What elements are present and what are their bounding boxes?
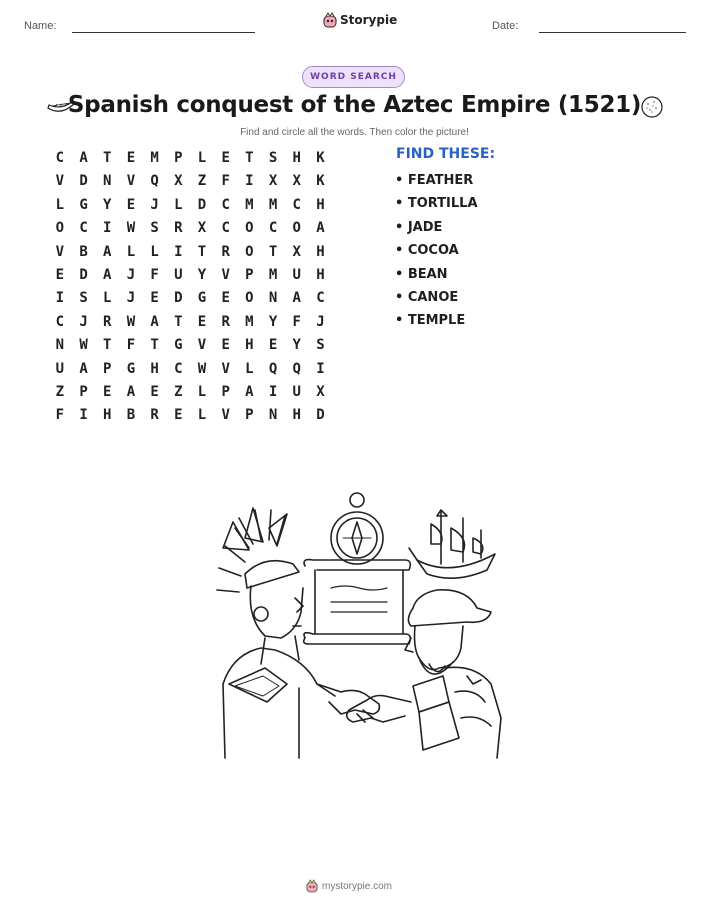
grid-letter[interactable]: Z xyxy=(55,383,65,400)
grid-letter[interactable]: L xyxy=(103,290,112,307)
grid-letter[interactable]: A xyxy=(150,313,159,330)
grid-letter[interactable]: V xyxy=(221,266,230,283)
grid-letter[interactable]: H xyxy=(316,266,325,283)
grid-letter[interactable]: X xyxy=(268,173,278,190)
grid-letter[interactable]: E xyxy=(174,407,183,424)
grid-letter[interactable]: I xyxy=(245,173,254,190)
grid-letter[interactable]: V xyxy=(55,173,65,190)
grid-letter[interactable]: I xyxy=(103,220,112,237)
grid-letter[interactable]: Q xyxy=(150,173,159,190)
aztec-figure xyxy=(217,508,335,758)
grid-letter[interactable]: E xyxy=(150,383,159,400)
grid-letter[interactable]: A xyxy=(126,383,136,400)
grid-letter[interactable]: N xyxy=(55,337,65,354)
grid-row xyxy=(48,218,332,241)
grid-letter[interactable]: P xyxy=(245,266,254,283)
grid-letter[interactable]: E xyxy=(126,196,136,213)
word-list-item: • FEATHER xyxy=(395,173,474,188)
grid-letter[interactable]: E xyxy=(103,383,112,400)
grid-letter[interactable]: D xyxy=(197,196,207,213)
grid-row xyxy=(48,288,332,311)
grid-letter[interactable]: D xyxy=(174,290,183,307)
grid-letter[interactable]: O xyxy=(245,220,254,237)
grid-letter[interactable]: Y xyxy=(103,196,112,213)
grid-letter[interactable]: G xyxy=(197,290,207,307)
grid-letter[interactable]: Y xyxy=(197,266,207,283)
grid-letter[interactable]: U xyxy=(174,266,183,283)
word-search-badge: WORD SEARCH xyxy=(302,66,405,88)
grid-letter[interactable]: U xyxy=(292,266,301,283)
grid-letter[interactable]: L xyxy=(197,407,207,424)
grid-letter[interactable]: I xyxy=(268,383,278,400)
grid-letter[interactable]: Y xyxy=(292,337,301,354)
word-list xyxy=(395,172,478,336)
grid-letter[interactable]: W xyxy=(197,360,207,377)
grid-letter[interactable]: R xyxy=(150,407,159,424)
grid-letter[interactable]: U xyxy=(292,383,301,400)
date-line[interactable] xyxy=(539,32,686,33)
grid-letter[interactable]: V xyxy=(126,173,136,190)
grid-letter[interactable]: L xyxy=(126,243,136,260)
brand-name: Storypie xyxy=(340,13,398,27)
grid-letter[interactable]: F xyxy=(292,313,301,330)
grid-letter[interactable]: C xyxy=(221,220,230,237)
grid-letter[interactable]: H xyxy=(245,337,254,354)
word-list-item: • COCOA xyxy=(395,243,459,259)
grid-letter[interactable]: C xyxy=(174,360,183,377)
grid-letter[interactable]: C xyxy=(268,220,278,237)
grid-letter[interactable]: T xyxy=(103,337,112,354)
tortilla-icon xyxy=(640,95,664,119)
grid-letter[interactable]: I xyxy=(79,407,88,424)
grid-letter[interactable]: T xyxy=(245,150,254,166)
grid-letter[interactable]: E xyxy=(150,290,159,307)
grid-letter[interactable]: Z xyxy=(174,383,183,400)
grid-letter[interactable]: I xyxy=(174,243,183,260)
grid-letter[interactable]: D xyxy=(316,407,325,424)
handshake-icon xyxy=(317,684,411,722)
grid-letter[interactable]: L xyxy=(245,360,254,377)
grid-letter[interactable]: X xyxy=(174,173,183,190)
footer-url[interactable]: mystorypie.com xyxy=(322,880,393,892)
grid-letter[interactable]: R xyxy=(174,220,183,237)
word-list-item: • TORTILLA xyxy=(395,196,478,212)
grid-letter[interactable]: B xyxy=(79,243,88,260)
grid-letter[interactable]: J xyxy=(316,313,325,330)
brand-logo xyxy=(323,12,397,28)
grid-row xyxy=(48,312,332,335)
grid-letter[interactable]: O xyxy=(292,220,301,237)
grid-letter[interactable]: F xyxy=(126,337,136,354)
name-label: Name: xyxy=(24,20,57,32)
word-list-item: • JADE xyxy=(395,219,443,235)
grid-letter[interactable]: A xyxy=(316,220,325,237)
word-list-item: • BEAN xyxy=(395,266,448,282)
grid-letter[interactable]: P xyxy=(174,150,183,166)
grid-letter[interactable]: R xyxy=(103,313,112,330)
grid-letter[interactable]: M xyxy=(268,196,278,213)
grid-letter[interactable]: K xyxy=(316,150,325,166)
grid-row xyxy=(48,335,332,358)
grid-letter[interactable]: O xyxy=(245,290,254,307)
grid-letter[interactable]: H xyxy=(150,360,159,377)
grid-letter[interactable]: M xyxy=(150,150,159,166)
grid-letter[interactable]: V xyxy=(221,407,230,424)
grid-letter[interactable]: P xyxy=(103,360,112,377)
grid-letter[interactable]: F xyxy=(150,266,159,283)
grid-letter[interactable]: X xyxy=(316,383,325,400)
grid-letter[interactable]: C xyxy=(221,196,230,213)
grid-letter[interactable]: D xyxy=(79,266,88,283)
grid-letter[interactable]: H xyxy=(316,196,325,213)
grid-letter[interactable]: X xyxy=(292,173,301,190)
grid-letter[interactable]: O xyxy=(245,243,254,260)
grid-letter[interactable]: A xyxy=(245,383,254,400)
grid-letter[interactable]: Q xyxy=(268,360,278,377)
grid-letter[interactable]: S xyxy=(79,290,88,307)
grid-letter[interactable]: H xyxy=(292,150,301,166)
grid-letter[interactable]: L xyxy=(197,383,207,400)
grid-letter[interactable]: E xyxy=(55,266,65,283)
grid-letter[interactable]: C xyxy=(55,313,65,330)
grid-letter[interactable]: B xyxy=(126,407,136,424)
grid-letter[interactable]: I xyxy=(316,360,325,377)
grid-letter[interactable]: C xyxy=(316,290,325,307)
grid-letter[interactable]: M xyxy=(245,313,254,330)
grid-letter[interactable]: X xyxy=(197,220,207,237)
grid-letter[interactable]: R xyxy=(221,313,230,330)
grid-letter[interactable]: L xyxy=(197,150,207,166)
ship-icon xyxy=(409,510,495,578)
grid-letter[interactable]: M xyxy=(245,196,254,213)
spanish-conquistador-figure xyxy=(405,590,501,758)
footer xyxy=(306,879,392,893)
grid-letter[interactable]: A xyxy=(103,243,112,260)
grid-letter[interactable]: A xyxy=(292,290,301,307)
grid-letter[interactable]: S xyxy=(316,337,325,354)
grid-letter[interactable]: M xyxy=(268,266,278,283)
grid-letter[interactable]: L xyxy=(55,196,65,213)
grid-letter[interactable]: L xyxy=(174,196,183,213)
grid-letter[interactable]: J xyxy=(126,266,136,283)
grid-letter[interactable]: S xyxy=(150,220,159,237)
compass-icon xyxy=(331,493,383,564)
grid-row xyxy=(48,359,332,382)
grid-letter[interactable]: F xyxy=(55,407,65,424)
grid-letter[interactable]: J xyxy=(150,196,159,213)
grid-letter[interactable]: E xyxy=(268,337,278,354)
word-list-item: • CANOE xyxy=(395,289,459,305)
storypie-mascot-icon xyxy=(306,879,318,893)
grid-letter[interactable]: T xyxy=(268,243,278,260)
grid-letter[interactable]: J xyxy=(126,290,136,307)
grid-letter[interactable]: H xyxy=(316,243,325,260)
grid-letter[interactable]: C xyxy=(55,150,65,166)
grid-letter[interactable]: L xyxy=(150,243,159,260)
grid-letter[interactable]: N xyxy=(268,290,278,307)
grid-letter[interactable]: G xyxy=(126,360,136,377)
grid-letter[interactable]: T xyxy=(150,337,159,354)
grid-letter[interactable]: T xyxy=(197,243,207,260)
grid-letter[interactable]: E xyxy=(197,313,207,330)
grid-letter[interactable]: P xyxy=(221,383,230,400)
storypie-mascot-icon xyxy=(323,12,337,28)
grid-letter[interactable]: H xyxy=(292,407,301,424)
grid-letter[interactable]: T xyxy=(103,150,112,166)
instructions: Find and circle all the words. Then color the picture! xyxy=(240,127,469,138)
grid-letter[interactable]: V xyxy=(55,243,65,260)
find-these-heading: FIND THESE: xyxy=(396,146,496,162)
grid-letter[interactable]: G xyxy=(174,337,183,354)
grid-letter[interactable]: V xyxy=(221,360,230,377)
grid-letter[interactable]: K xyxy=(316,173,325,190)
grid-letter[interactable]: R xyxy=(221,243,230,260)
grid-letter[interactable]: N xyxy=(268,407,278,424)
grid-letter[interactable]: C xyxy=(79,220,88,237)
grid-letter[interactable]: S xyxy=(268,150,278,166)
grid-letter[interactable]: V xyxy=(197,337,207,354)
grid-letter[interactable]: D xyxy=(79,173,88,190)
grid-letter[interactable]: G xyxy=(79,196,88,213)
name-line[interactable] xyxy=(72,32,255,33)
grid-letter[interactable]: E xyxy=(126,150,136,166)
letter-grid[interactable] xyxy=(48,148,332,429)
scroll-icon xyxy=(304,560,411,644)
handshake-illustration xyxy=(205,488,505,763)
grid-letter[interactable]: W xyxy=(126,220,136,237)
grid-row xyxy=(48,171,332,194)
grid-letter[interactable]: Z xyxy=(197,173,207,190)
grid-row xyxy=(48,195,332,218)
grid-letter[interactable]: E xyxy=(221,337,230,354)
grid-row xyxy=(48,382,332,405)
grid-row xyxy=(48,148,332,171)
grid-letter[interactable]: Q xyxy=(292,360,301,377)
grid-row xyxy=(48,242,332,265)
grid-row xyxy=(48,405,332,428)
word-list-item: • TEMPLE xyxy=(395,313,466,329)
grid-letter[interactable]: P xyxy=(79,383,88,400)
grid-letter[interactable]: O xyxy=(55,220,65,237)
grid-letter[interactable]: I xyxy=(55,290,65,307)
grid-letter[interactable]: F xyxy=(221,173,230,190)
grid-letter[interactable]: N xyxy=(103,173,112,190)
grid-letter[interactable]: C xyxy=(292,196,301,213)
grid-letter[interactable]: T xyxy=(174,313,183,330)
grid-letter[interactable]: X xyxy=(292,243,301,260)
grid-letter[interactable]: J xyxy=(79,313,88,330)
grid-letter[interactable]: P xyxy=(245,407,254,424)
grid-letter[interactable]: A xyxy=(79,360,88,377)
grid-letter[interactable]: H xyxy=(103,407,112,424)
page-title: Spanish conquest of the Aztec Empire (1521) xyxy=(67,92,642,118)
grid-letter[interactable]: A xyxy=(79,150,88,166)
grid-row xyxy=(48,265,332,288)
grid-letter[interactable]: Y xyxy=(268,313,278,330)
grid-letter[interactable]: A xyxy=(103,266,112,283)
grid-letter[interactable]: E xyxy=(221,150,230,166)
grid-letter[interactable]: U xyxy=(55,360,65,377)
grid-letter[interactable]: W xyxy=(79,337,88,354)
grid-letter[interactable]: W xyxy=(126,313,136,330)
grid-letter[interactable]: E xyxy=(221,290,230,307)
date-label: Date: xyxy=(492,20,519,32)
